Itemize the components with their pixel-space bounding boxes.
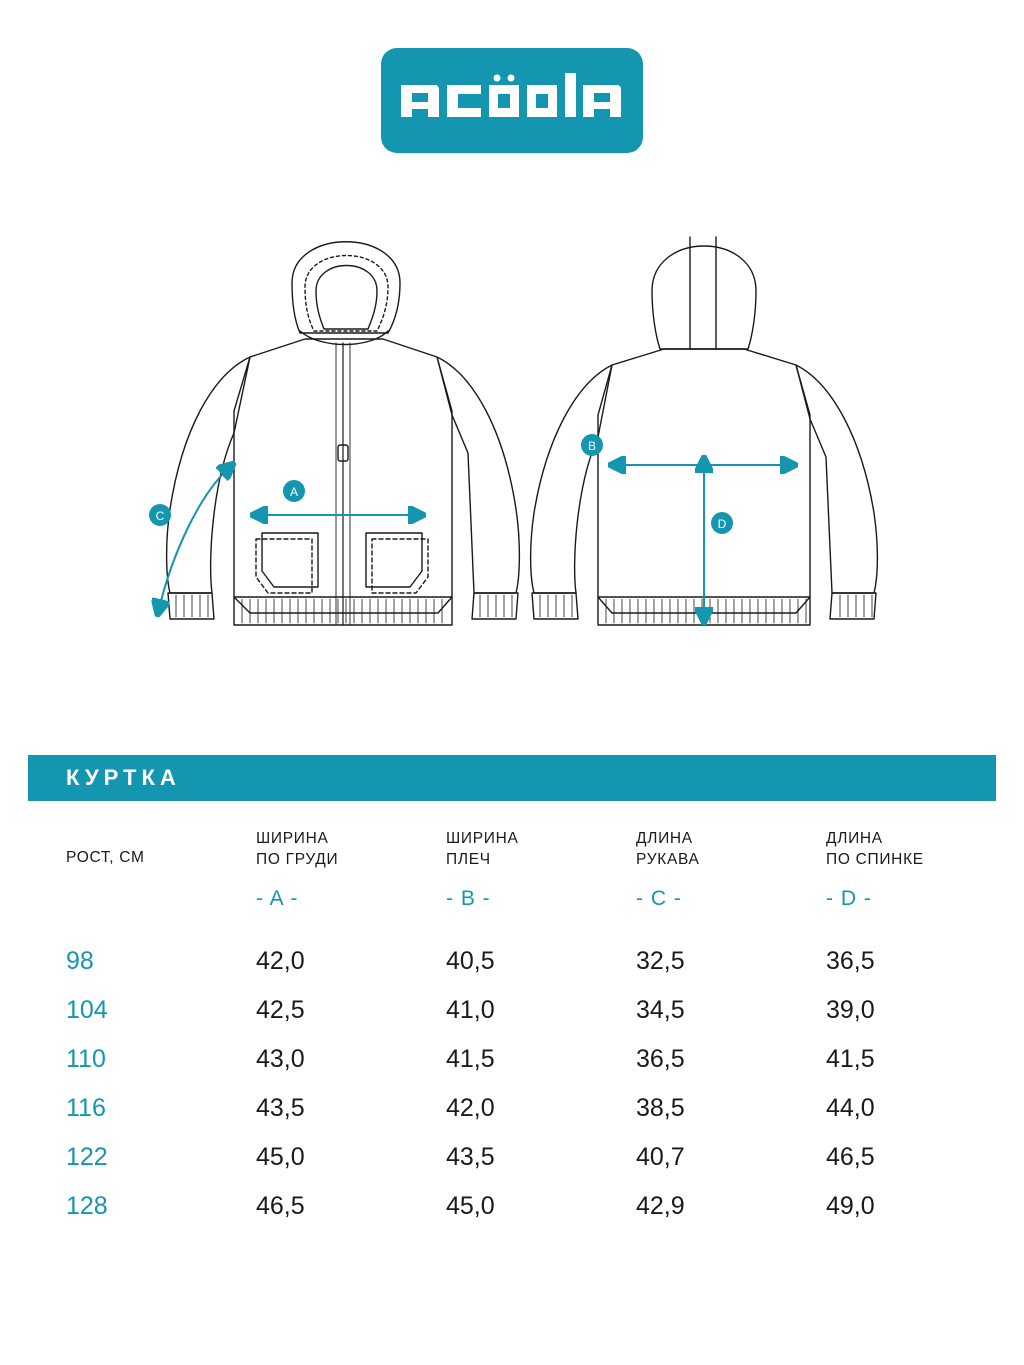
- column-header-height: РОСТ, СМ: [66, 849, 145, 866]
- svg-text:A: A: [289, 485, 299, 499]
- cell-size: 116: [66, 1093, 106, 1122]
- cell-d: 41,5: [826, 1044, 875, 1073]
- cell-d: 44,0: [826, 1093, 875, 1122]
- cell-size: 104: [66, 995, 108, 1024]
- brand-header: [0, 0, 1024, 153]
- table-row: [28, 1133, 1016, 1182]
- cell-c: 42,9: [636, 1191, 685, 1220]
- code-a: - A -: [256, 886, 299, 910]
- cell-a: 43,5: [256, 1093, 305, 1122]
- cell-b: 41,5: [446, 1044, 495, 1073]
- column-header-shoulder-line2: ПЛЕЧ: [446, 850, 491, 868]
- cell-d: 36,5: [826, 946, 875, 975]
- table-header-row: [28, 801, 1016, 877]
- cell-a: 45,0: [256, 1142, 305, 1171]
- size-table-header: [28, 755, 996, 801]
- column-header-shoulder: [446, 801, 636, 877]
- column-header-chest: [256, 801, 446, 877]
- cell-c: 38,5: [636, 1093, 685, 1122]
- marker-bubbles: [149, 434, 733, 534]
- cell-d: 39,0: [826, 995, 875, 1024]
- cell-b: 43,5: [446, 1142, 495, 1171]
- code-d: - D -: [826, 886, 872, 910]
- cell-size: 122: [66, 1142, 108, 1171]
- column-header-back-line2: ПО СПИНКЕ: [826, 850, 924, 868]
- cell-a: 46,5: [256, 1191, 305, 1220]
- cell-a: 43,0: [256, 1044, 305, 1073]
- svg-text:D: D: [717, 517, 727, 531]
- table-row: [28, 937, 1016, 986]
- size-diagram: [0, 153, 1024, 673]
- column-header-shoulder-line1: ШИРИНА: [446, 830, 519, 847]
- size-table-body: [28, 937, 1016, 1231]
- code-c: - C -: [636, 886, 682, 910]
- column-header-back: [826, 801, 1016, 877]
- svg-text:B: B: [587, 439, 597, 453]
- column-header-sleeve-line1: ДЛИНА: [636, 830, 693, 847]
- cell-c: 40,7: [636, 1142, 685, 1171]
- column-header-chest-line1: ШИРИНА: [256, 830, 329, 847]
- cell-c: 36,5: [636, 1044, 685, 1073]
- column-header-back-line1: ДЛИНА: [826, 830, 883, 847]
- code-empty: [28, 877, 256, 937]
- jacket-technical-drawing: [0, 153, 1024, 673]
- marker-B: [581, 434, 603, 456]
- cell-d: 49,0: [826, 1191, 875, 1220]
- column-header-sleeve: [636, 801, 826, 877]
- table-row: [28, 1182, 1016, 1231]
- cell-d: 46,5: [826, 1142, 875, 1171]
- size-table-section: [0, 755, 1024, 1231]
- cell-a: 42,0: [256, 946, 305, 975]
- table-row: [28, 1084, 1016, 1133]
- cell-size: 98: [66, 946, 94, 975]
- code-b: - B -: [446, 886, 491, 910]
- cell-b: 40,5: [446, 946, 495, 975]
- cell-b: 41,0: [446, 995, 495, 1024]
- marker-D: [711, 512, 733, 534]
- cell-a: 42,5: [256, 995, 305, 1024]
- cell-c: 32,5: [636, 946, 685, 975]
- marker-C: [149, 504, 171, 526]
- cell-c: 34,5: [636, 995, 685, 1024]
- jacket-front-view: [167, 242, 520, 625]
- column-header-sleeve-line2: РУКАВА: [636, 850, 700, 868]
- table-code-row: [28, 877, 1016, 937]
- brand-logo: [381, 48, 643, 153]
- table-row: [28, 1035, 1016, 1084]
- column-header-chest-line2: ПО ГРУДИ: [256, 850, 339, 868]
- cell-size: 110: [66, 1044, 106, 1073]
- acoola-logo-icon: [397, 71, 627, 131]
- size-table: [28, 801, 1016, 1231]
- cell-b: 45,0: [446, 1191, 495, 1220]
- table-row: [28, 986, 1016, 1035]
- marker-A: [283, 480, 305, 502]
- svg-text:C: C: [155, 509, 165, 523]
- cell-size: 128: [66, 1191, 108, 1220]
- cell-b: 42,0: [446, 1093, 495, 1122]
- size-table-title: КУРТКА: [66, 765, 181, 790]
